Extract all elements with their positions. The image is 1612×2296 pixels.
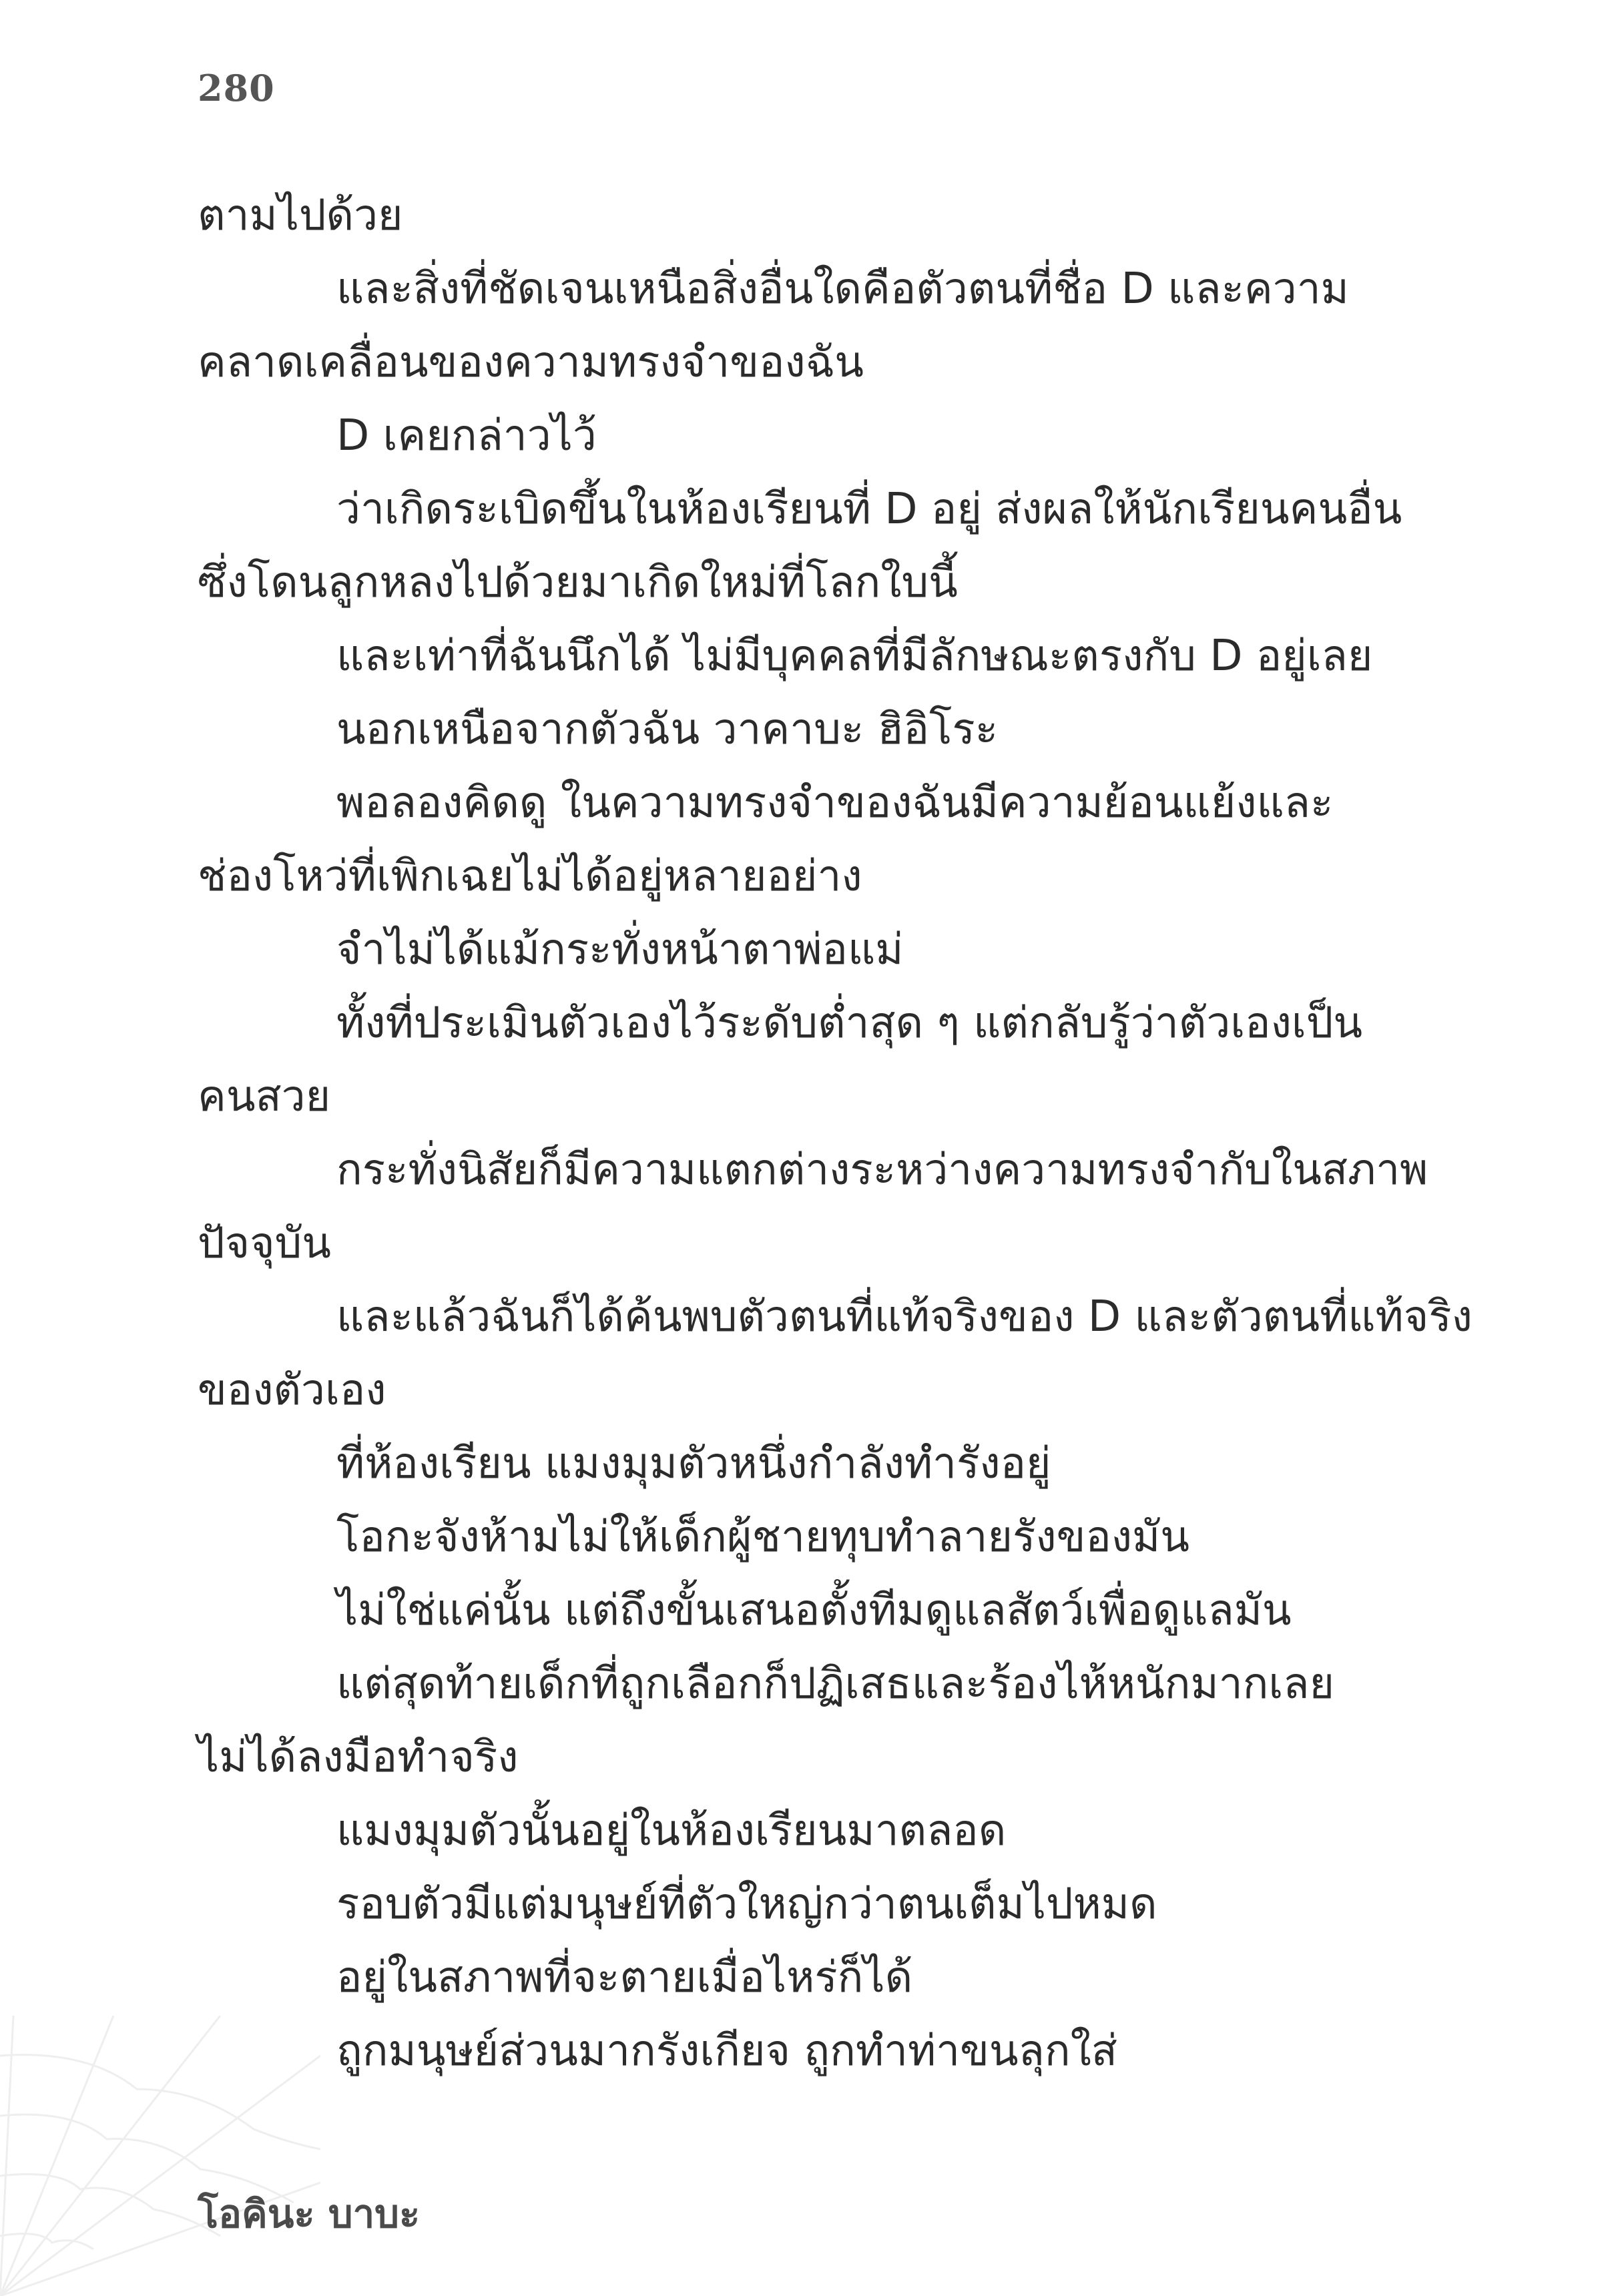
text-line: ตามไปด้วย: [198, 191, 403, 240]
text-line: อยู่ในสภาพที่จะตายเมื่อไหร่ก็ได้: [336, 1953, 913, 2002]
text-line: คนสวย: [198, 1072, 331, 1121]
text-line: รอบตัวมีแต่มนุษย์ที่ตัวใหญ่กว่าตนเต็มไปหมด: [336, 1880, 1157, 1929]
text-line: โอกะจังห้ามไม่ให้เด็กผู้ชายทุบทำลายรังของมัน: [336, 1512, 1189, 1562]
text-line: ทั้งที่ประเมินตัวเองไว้ระดับต่ำสุด ๆ แต่กลับรู้ว่าตัวเองเป็น: [336, 998, 1363, 1048]
text-line: ว่าเกิดระเบิดขึ้นในห้องเรียนที่ D อยู่ ส่งผลให้นักเรียนคนอื่น: [336, 485, 1402, 534]
text-line: ปัจจุบัน: [198, 1219, 331, 1268]
text-line: ถูกมนุษย์ส่วนมากรังเกียจ ถูกทำท่าขนลุกใส่: [336, 2026, 1117, 2076]
text-line: ไม่ใช่แค่นั้น แต่ถึงขั้นเสนอตั้งทีมดูแลสัตว์เพื่อดูแลมัน: [336, 1586, 1292, 1635]
footer-author: โอคินะ บาบะ: [198, 2191, 421, 2237]
text-line: D เคยกล่าวไว้: [336, 411, 597, 461]
text-line: พอลองคิดดู ในความทรงจำของฉันมีความย้อนแย้งและ: [336, 778, 1334, 828]
text-line: จำไม่ได้แม้กระทั่งหน้าตาพ่อแม่: [336, 925, 904, 974]
text-line: ไม่ได้ลงมือทำจริง: [198, 1733, 519, 1782]
text-line: ซึ่งโดนลูกหลงไปด้วยมาเกิดใหม่ที่โลกใบนี้: [198, 558, 958, 607]
text-line: แมงมุมตัวนั้นอยู่ในห้องเรียนมาตลอด: [336, 1806, 1007, 1855]
text-line: กระทั่งนิสัยก็มีความแตกต่างระหว่างความทรงจำกับในสภาพ: [336, 1145, 1428, 1195]
text-line: คลาดเคลื่อนของความทรงจำของฉัน: [198, 338, 864, 387]
text-line: และแล้วฉันก็ได้ค้นพบตัวตนที่แท้จริงของ D และตัวตนที่แท้จริง: [336, 1292, 1472, 1342]
text-line: และเท่าที่ฉันนึกได้ ไม่มีบุคคลที่มีลักษณะตรงกับ D อยู่เลย: [336, 631, 1373, 681]
body-text: [198, 179, 1472, 2088]
text-line: ช่องโหว่ที่เพิกเฉยไม่ได้อยู่หลายอย่าง: [198, 852, 862, 901]
page-number: 280: [198, 67, 275, 109]
text-line: และสิ่งที่ชัดเจนเหนือสิ่งอื่นใดคือตัวตนที่ชื่อ D และความ: [336, 264, 1349, 314]
text-line: นอกเหนือจากตัวฉัน วาคาบะ ฮิอิโระ: [336, 705, 999, 754]
text-line: ของตัวเอง: [198, 1366, 386, 1415]
text-line: ที่ห้องเรียน แมงมุมตัวหนึ่งกำลังทำรังอยู่: [336, 1439, 1051, 1488]
spider-web-decoration: [0, 2016, 320, 2296]
text-line: แต่สุดท้ายเด็กที่ถูกเลือกก็ปฏิเสธและร้องไห้หนักมากเลย: [336, 1659, 1334, 1709]
